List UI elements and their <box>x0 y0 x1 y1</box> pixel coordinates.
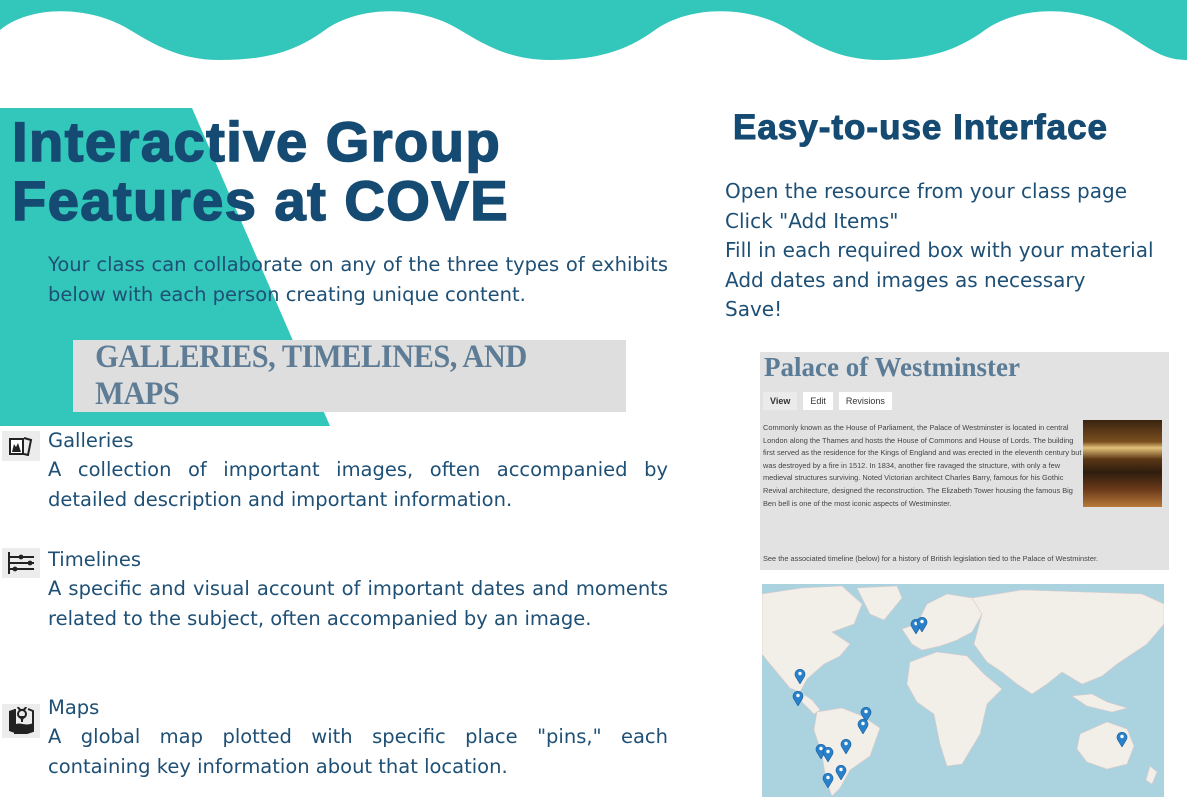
step-item: Fill in each required box with your material <box>725 238 1154 262</box>
map-marker-icon[interactable] <box>916 616 928 632</box>
cove-page-title: Palace of Westminster <box>764 352 1020 382</box>
feature-name: Maps <box>48 696 100 719</box>
interface-title: Easy-to-use Interface <box>733 108 1109 147</box>
feature-name: Timelines <box>48 548 142 571</box>
parliament-painting-image <box>1083 420 1162 507</box>
map-marker-icon[interactable] <box>792 690 804 706</box>
feature-description: A specific and visual account of important dates and moments related to the subject, often accompanied by an image. <box>48 577 668 630</box>
tab-view[interactable]: View <box>763 392 797 410</box>
title-line-2: Features at COVE <box>12 169 510 232</box>
step-item: Save! <box>725 297 783 321</box>
map-marker-icon[interactable] <box>794 668 806 684</box>
cove-page-tabs <box>763 392 892 410</box>
map-marker-icon[interactable] <box>822 746 834 762</box>
map-marker-icon[interactable] <box>857 718 869 734</box>
world-map[interactable] <box>762 584 1164 797</box>
cove-page-footer: See the associated timeline (below) for a history of British legislation tied to the Palace of Westminster. <box>763 554 1099 563</box>
timeline-icon <box>2 548 40 578</box>
steps-list <box>725 177 1154 325</box>
cove-page-screenshot <box>760 352 1169 570</box>
gallery-icon <box>2 431 40 461</box>
feature-description: A global map plotted with specific place "pins," each containing key information about that location. <box>48 725 668 778</box>
map-marker-icon[interactable] <box>1116 731 1128 747</box>
map-marker-icon[interactable] <box>840 738 852 754</box>
step-item: Open the resource from your class page <box>725 179 1128 203</box>
intro-text: Your class can collaborate on any of the three types of exhibits below with each person creating unique content. <box>48 253 668 306</box>
map-marker-icon[interactable] <box>822 772 834 788</box>
map-marker-icon[interactable] <box>835 764 847 780</box>
feature-description: A collection of important images, often accompanied by detailed description and important information. <box>48 458 668 511</box>
feature-name: Galleries <box>48 429 134 452</box>
map-pin-icon <box>2 704 40 738</box>
page-title <box>12 112 509 230</box>
exhibit-types-banner <box>73 340 626 412</box>
step-item: Click "Add Items" <box>725 208 899 233</box>
cove-page-body: Commonly known as the House of Parliament, the Palace of Westminster is located in central London along the Thames and hosts the House of Commons and House of Lords. The building first served as the residence for the Kings of England and was erected in the eleventh century but was destroyed by a fire in 1512. In 1834, another fire ravaged the structure, with only a few medieval structures surviving. Noted Victorian architect Charles Barry, famous for his Gothic Revival architecture, designed the reconstruction. The Elizabeth Tower housing the famous Big Ben bell is one of the most iconic aspects of Westminster. <box>763 423 1082 508</box>
banner-text: GALLERIES, TIMELINES, AND MAPS <box>95 339 527 412</box>
step-item: Add dates and images as necessary <box>725 267 1086 292</box>
tab-revisions[interactable]: Revisions <box>839 392 892 410</box>
world-map-land <box>762 584 1164 797</box>
tab-edit[interactable]: Edit <box>803 392 833 410</box>
title-line-1: Interactive Group <box>12 110 502 173</box>
top-wave-decoration <box>0 0 1187 62</box>
